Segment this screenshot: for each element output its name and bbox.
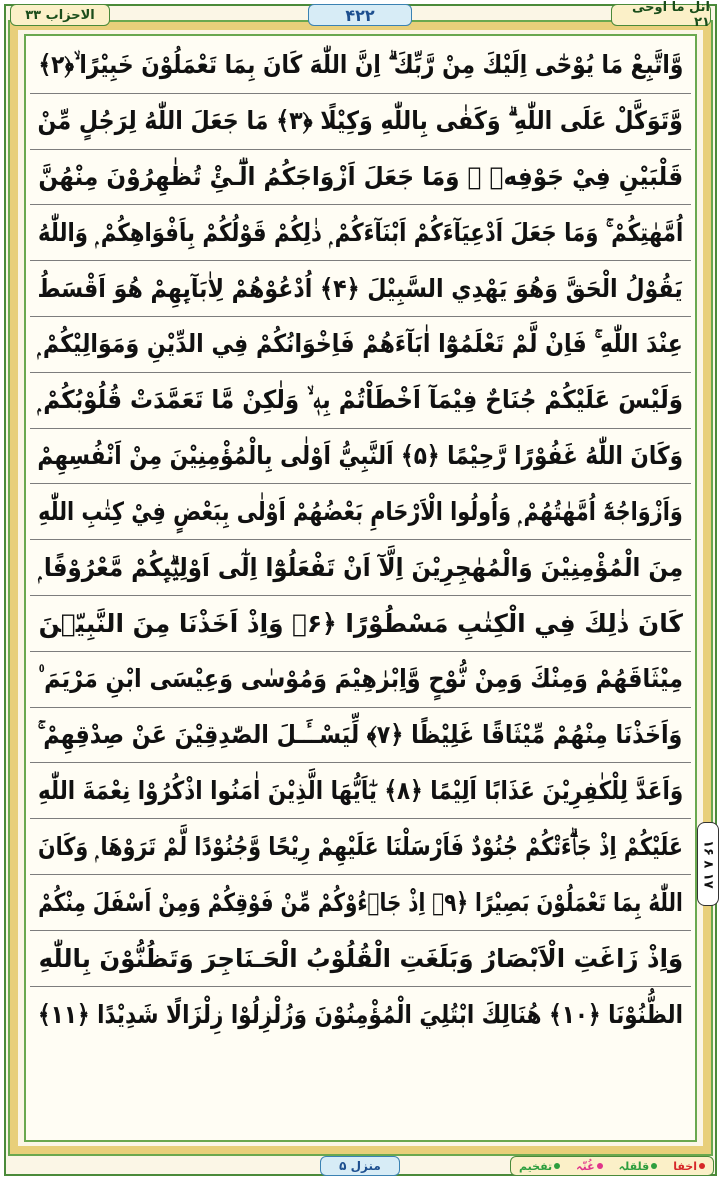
verse-line xyxy=(30,94,691,150)
verse-line xyxy=(30,819,691,875)
legend-item xyxy=(519,1160,560,1173)
verse-line-text: وَاَزْوَاجُهٗٓ اُمَّهٰتُهُمْ ۭ وَاُولُوا الْاَرْحَامِ بَعْضُهُمْ اَوْلٰى بِبَعْضٍ فِيْ كِتٰبِ اللّٰهِ xyxy=(38,496,683,526)
verse-line-text: قَلْبَيْنِ فِيْ جَوْفِهٖ ۚ وَمَا جَعَلَ اَزْوَاجَكُمُ الّٰٓـئِْ تُظٰهِرُوْنَ مِنْهُنَّ xyxy=(38,162,683,192)
verse-line xyxy=(30,931,691,987)
surah-label xyxy=(10,4,110,26)
juz-label xyxy=(611,0,711,30)
ruku-marker-text: ۱۶ ۸ ۱۷ xyxy=(700,839,716,889)
legend-item xyxy=(576,1160,602,1173)
tajweed-legend xyxy=(510,1156,714,1176)
legend-item xyxy=(619,1160,658,1173)
verse-line xyxy=(30,38,691,94)
verse-line-text: يَقُوْلُ الْحَقَّ وَهُوَ يَهْدِي السَّبِيْلَ ﴿۴﴾ اُدْعُوْهُمْ لِاٰبَآىِٕهِمْ هُوَ اَقْسَطُ xyxy=(37,274,684,304)
verse-line xyxy=(30,373,691,429)
verse-line xyxy=(30,261,691,317)
verse-line-text: عَلَيْكُمْ اِذْ جَاۗءَتْكُمْ جُنُوْدٌ فَاَرْسَلْنَا عَلَيْهِمْ رِيْحًا وَّجُنُوْدًا لَّمْ تَرَوْهَا ۭ وَكَانَ xyxy=(37,831,684,861)
verse-line-text: وَلَيْسَ عَلَيْكُمْ جُنَاحٌ فِيْمَآ اَخْطَاْتُمْ بِهٖ ۙ وَلٰكِنْ مَّا تَعَمَّدَتْ قُلُوْبُكُمْ ۭ xyxy=(37,385,684,415)
verse-line-text: الظُّنُوْنَا ﴿۱۰﴾ هُنَالِكَ ابْتُلِيَ الْمُؤْمِنُوْنَ وَزُلْزِلُوْا زِلْزَالًا شَدِيْدًا ﴿۱۱﴾ xyxy=(38,999,683,1029)
verse-line xyxy=(30,708,691,764)
verse-line-text: مِيْثَاقَهُمْ وَمِنْكَ وَمِنْ نُّوْحٍ وَّاِبْرٰهِيْمَ وَمُوْسٰى وَعِيْسَى ابْنِ مَرْيَمَ ۠ xyxy=(38,664,683,694)
verse-line-text: وَاَعَدَّ لِلْكٰفِرِيْنَ عَذَابًا اَلِيْمًا ﴿۸﴾ يٰٓاَيُّهَا الَّذِيْنَ اٰمَنُوا اذْكُرُوْا نِعْمَةَ اللّٰهِ xyxy=(37,776,684,806)
verse-line-text: وَّتَوَكَّلْ عَلَى اللّٰهِ ۗ وَكَفٰى بِاللّٰهِ وَكِيْلًا ﴿۳﴾ مَا جَعَلَ اللّٰهُ لِرَجُلٍ مِّنْ xyxy=(37,106,684,136)
legend-dot-icon xyxy=(554,1163,560,1169)
legend-label: تفخیم xyxy=(519,1159,553,1173)
ruku-marker xyxy=(697,822,719,906)
verse-line xyxy=(30,429,691,485)
verse-line-text: مِنَ الْمُؤْمِنِيْنَ وَالْمُهٰجِرِيْنَ اِلَّآ اَنْ تَفْعَلُوْٓا اِلٰٓى اَوْلِيٰۗىِٕكُمْ مَّعْرُوْفًا ۭ xyxy=(37,552,684,582)
page-number-text: ۴۲۲ xyxy=(345,5,375,25)
manzil-label xyxy=(320,1156,400,1176)
verse-line-text: اللّٰهُ بِمَا تَعْمَلُوْنَ بَصِيْرًا ﴿۹﴾ اِذْ جَاۗءُوْكُمْ مِّنْ فَوْقِكُمْ وَمِنْ اَسْفَلَ مِنْكُمْ xyxy=(38,887,683,917)
surah-label-text: الاحزاب ۳۳ xyxy=(25,7,95,23)
legend-label: غُنّہ xyxy=(576,1159,595,1173)
verse-line xyxy=(30,596,691,652)
verse-lines xyxy=(30,38,691,1042)
manzil-label-text: منزل ۵ xyxy=(339,1159,381,1173)
verse-line-text: وَاَخَذْنَا مِنْهُمْ مِّيْثَاقًا غَلِيْظًا ﴿۷﴾ لِّيَسْــَٔـلَ الصّٰدِقِيْنَ عَنْ صِدْقِهِمْ ۚ xyxy=(38,719,683,749)
verse-line xyxy=(30,205,691,261)
verse-line xyxy=(30,987,691,1043)
verse-line xyxy=(30,652,691,708)
legend-label: اخفا xyxy=(673,1159,697,1173)
verse-line-text: كَانَ ذٰلِكَ فِي الْكِتٰبِ مَسْطُوْرًا ﴿۶﴾ وَاِذْ اَخَذْنَا مِنَ النَّبِيّٖنَ xyxy=(38,608,683,638)
verse-line-text: وَّاتَّبِعْ مَا يُوْحٰٓى اِلَيْكَ مِنْ رَّبِّكَ ۗ اِنَّ اللّٰهَ كَانَ بِمَا تَعْمَلُوْنَ خَبِيْرًا ۙ﴿۲﴾ xyxy=(38,50,683,80)
verse-line xyxy=(30,484,691,540)
legend-item xyxy=(673,1160,705,1173)
verse-line-text: اُمَّهٰتِكُمْ ۚ وَمَا جَعَلَ اَدْعِيَآءَكُمْ اَبْنَآءَكُمْ ۭ ذٰلِكُمْ قَوْلُكُمْ بِاَفْوَاهِكُمْ ۭ وَاللّٰهُ xyxy=(37,217,684,247)
page-number xyxy=(308,4,412,26)
legend-dot-icon xyxy=(651,1163,657,1169)
legend-dot-icon xyxy=(699,1163,705,1169)
verse-line xyxy=(30,150,691,206)
verse-line xyxy=(30,317,691,373)
juz-label-text: اتل ما اوحی ۲۱ xyxy=(632,0,710,30)
legend-label: قلقلہ xyxy=(618,1159,650,1173)
verse-line xyxy=(30,875,691,931)
verse-line xyxy=(30,763,691,819)
verse-line-text: وَاِذْ زَاغَتِ الْاَبْصَارُ وَبَلَغَتِ الْقُلُوْبُ الْحَـنَاجِرَ وَتَظُنُّوْنَ بِاللّٰهِ xyxy=(38,943,683,973)
verse-line xyxy=(30,540,691,596)
legend-dot-icon xyxy=(597,1163,603,1169)
verse-line-text: وَكَانَ اللّٰهُ غَفُوْرًا رَّحِيْمًا ﴿۵﴾ اَلنَّبِيُّ اَوْلٰى بِالْمُؤْمِنِيْنَ مِنْ اَنْفُسِهِمْ xyxy=(37,441,684,471)
verse-line-text: عِنْدَ اللّٰهِ ۚ فَاِنْ لَّمْ تَعْلَمُوْٓا اٰبَآءَهُمْ فَاِخْوَانُكُمْ فِي الدِّيْنِ وَمَوَالِيْكُمْ ۭ xyxy=(37,329,684,359)
